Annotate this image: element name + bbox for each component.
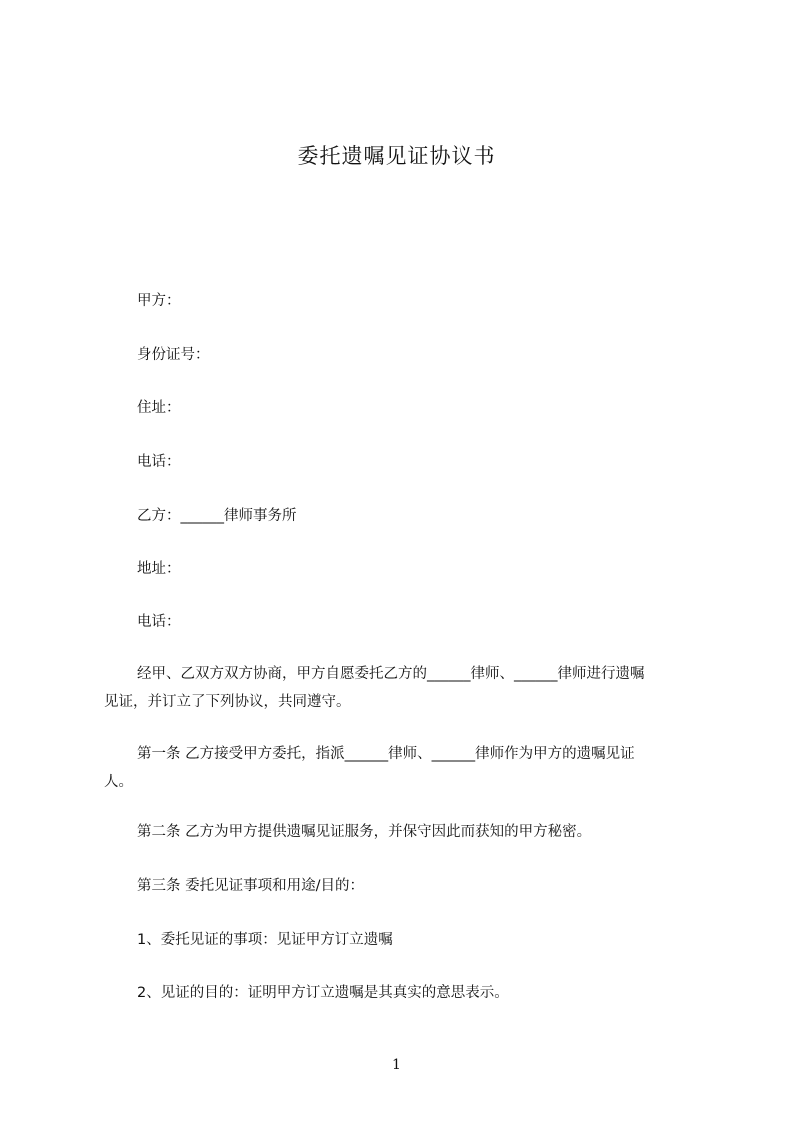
item-1: 1、委托见证的事项：见证甲方订立遗嘱 <box>137 932 393 948</box>
document-title: 委托遗嘱见证协议书 <box>297 144 496 168</box>
intro-line-1: 经甲、乙双方双方协商，甲方自愿委托乙方的______律师、______律师进行遗嘱 <box>137 666 645 682</box>
article-3: 第三条 委托见证事项和用途/目的： <box>137 878 364 894</box>
field-address-b: 地址： <box>137 561 181 577</box>
field-party-b: 乙方：______律师事务所 <box>137 508 297 524</box>
article-1-line-2: 人。 <box>104 774 133 790</box>
intro-paragraph <box>104 660 704 716</box>
field-phone-a: 电话： <box>137 454 181 470</box>
article-1-line-1: 第一条 乙方接受甲方委托，指派______律师、______律师作为甲方的遗嘱见证 <box>137 746 635 762</box>
intro-line-2: 见证，并订立了下列协议，共同遵守。 <box>104 694 351 710</box>
field-id-number: 身份证号： <box>137 347 210 363</box>
item-2: 2、见证的目的：证明甲方订立遗嘱是其真实的意思表示。 <box>137 985 509 1001</box>
field-party-a: 甲方： <box>137 293 181 309</box>
article-1-paragraph <box>104 740 704 796</box>
field-phone-b: 电话： <box>137 614 181 630</box>
page-number: 1 <box>392 1057 401 1073</box>
article-2: 第二条 乙方为甲方提供遗嘱见证服务，并保守因此而获知的甲方秘密。 <box>137 824 592 840</box>
field-address-a: 住址： <box>137 400 181 416</box>
